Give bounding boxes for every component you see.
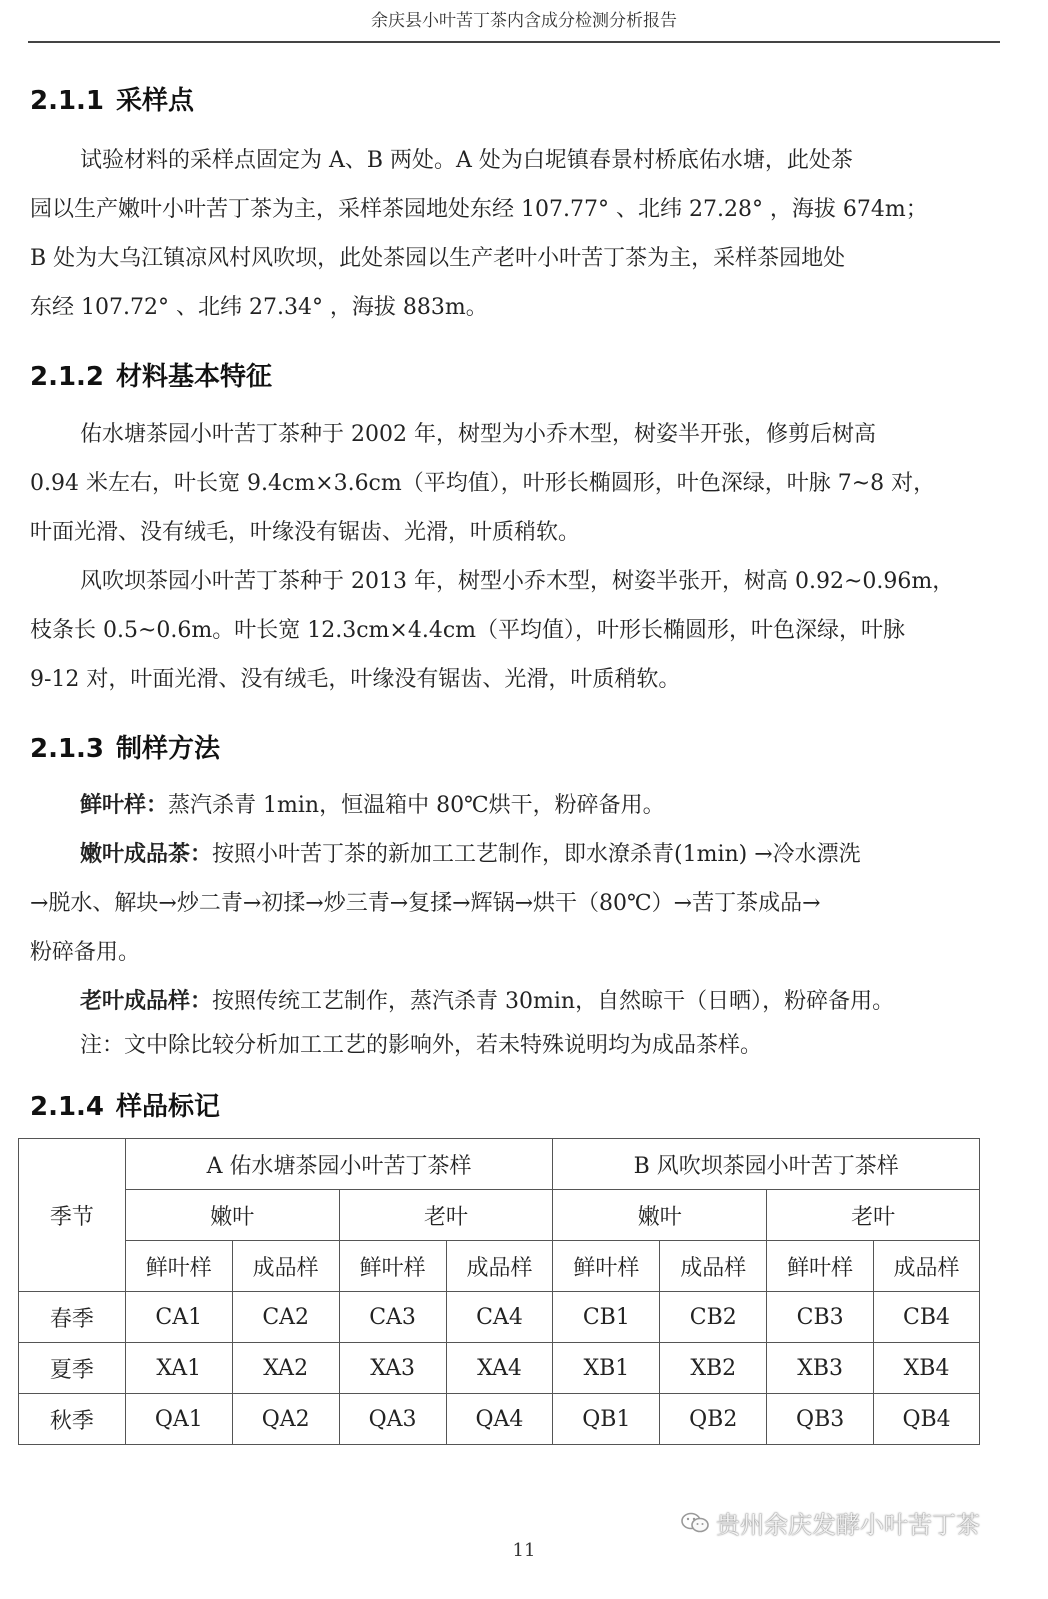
section-number: 2.1.3	[30, 734, 105, 764]
section-heading-2-1-4	[30, 1086, 220, 1123]
sample-code-cell: QB2	[660, 1394, 767, 1445]
sample-code-cell: CB3	[767, 1292, 874, 1343]
leaf-type-header: 老叶	[767, 1190, 980, 1241]
method-old-finished	[80, 977, 980, 1026]
leaf-type-header: 老叶	[339, 1190, 553, 1241]
season-cell: 夏季	[19, 1343, 126, 1394]
method-tender-finished	[80, 830, 980, 879]
sample-type-header: 成品样	[232, 1241, 339, 1292]
sample-code-cell: QB4	[874, 1394, 980, 1445]
garden-a-header: A 佑水塘茶园小叶苦丁茶样	[125, 1139, 553, 1190]
text-line: 0.94 米左右，叶长宽 9.4cm×3.6cm（平均值），叶形长椭圆形，叶色深绿，叶脉 7~8 对，	[30, 471, 936, 496]
sample-code-cell: CA1	[125, 1292, 232, 1343]
sample-type-header: 成品样	[446, 1241, 553, 1292]
section-title: 材料基本特征	[116, 362, 273, 392]
section-heading-2-1-3	[30, 728, 220, 765]
method-label: 老叶成品样：	[80, 989, 213, 1014]
section-title: 样品标记	[116, 1092, 221, 1122]
watermark-text: 贵州余庆发酵小叶苦丁茶	[716, 1511, 980, 1539]
page-number: 11	[512, 1540, 536, 1561]
paragraph-fengchuiba-features	[30, 557, 972, 704]
method-text: 按照小叶苦丁茶的新加工工艺制作，即水潦杀青(1min) →冷水漂洗	[212, 842, 861, 867]
sample-code-cell: XA4	[446, 1343, 553, 1394]
method-fresh-leaf	[80, 781, 980, 830]
leaf-type-header: 嫩叶	[553, 1190, 767, 1241]
sample-marking-table	[18, 1138, 980, 1445]
method-text: 按照传统工艺制作，蒸汽杀青 30min，自然晾干（日晒），粉碎备用。	[212, 989, 895, 1014]
sample-code-cell: CB1	[553, 1292, 660, 1343]
sample-code-cell: CA4	[446, 1292, 553, 1343]
section-title: 采样点	[116, 86, 195, 116]
garden-b-header: B 风吹坝茶园小叶苦丁茶样	[553, 1139, 980, 1190]
table-row	[19, 1292, 980, 1343]
text-line: 佑水塘茶园小叶苦丁茶种于 2002 年，树型为小乔木型，树姿半开张，修剪后树高	[80, 422, 876, 447]
sample-code-cell: QA4	[446, 1394, 553, 1445]
sample-code-cell: XA2	[232, 1343, 339, 1394]
table-row	[19, 1394, 980, 1445]
table-row	[19, 1343, 980, 1394]
sample-code-cell: XB3	[767, 1343, 874, 1394]
text-line: 园以生产嫩叶小叶苦丁茶为主，采样茶园地处东经 107.77° 、北纬 27.28° ，海拔 674m；	[30, 197, 928, 222]
section-heading-2-1-1	[30, 80, 194, 117]
sample-code-cell: CA3	[339, 1292, 446, 1343]
text-line: 9-12 对，叶面光滑、没有绒毛，叶缘没有锯齿、光滑，叶质稍软。	[30, 667, 681, 692]
sample-code-cell: XB2	[660, 1343, 767, 1394]
running-header: 余庆县小叶苦丁茶内含成分检测分析报告	[371, 11, 677, 31]
sample-code-cell: QB1	[553, 1394, 660, 1445]
sample-code-cell: XA1	[125, 1343, 232, 1394]
text-line: 枝条长 0.5~0.6m。叶长宽 12.3cm×4.4cm（平均值），叶形长椭圆形，叶色深绿，叶脉	[30, 618, 906, 643]
text-line: →脱水、解块→炒二青→初揉→炒三青→复揉→辉锅→烘干（80℃）→苦丁茶成品→	[30, 891, 821, 916]
paragraph-youshuitang-features	[30, 410, 972, 557]
sample-code-cell: CB2	[660, 1292, 767, 1343]
sample-type-header: 成品样	[874, 1241, 980, 1292]
paragraph-sampling-sites	[30, 136, 972, 332]
sample-code-cell: CB4	[874, 1292, 980, 1343]
text-line: 东经 107.72° 、北纬 27.34° ，海拔 883m。	[30, 295, 488, 320]
section-number: 2.1.1	[30, 86, 105, 116]
section-title: 制样方法	[116, 734, 221, 764]
wechat-logo-icon	[680, 1511, 710, 1535]
sample-type-header: 鲜叶样	[767, 1241, 874, 1292]
sample-code-cell: CA2	[232, 1292, 339, 1343]
header-rule	[28, 41, 1000, 43]
sample-code-cell: QA3	[339, 1394, 446, 1445]
method-text: 蒸汽杀青 1min，恒温箱中 80℃烘干，粉碎备用。	[168, 793, 665, 818]
sample-type-header: 鲜叶样	[553, 1241, 660, 1292]
section-heading-2-1-2	[30, 356, 272, 393]
sample-code-cell: XA3	[339, 1343, 446, 1394]
sample-code-cell: XB4	[874, 1343, 980, 1394]
sample-type-header: 鲜叶样	[125, 1241, 232, 1292]
sample-type-header: 鲜叶样	[339, 1241, 446, 1292]
text-line: 风吹坝茶园小叶苦丁茶种于 2013 年，树型小乔木型，树姿半张开，树高 0.92~0.96m，	[80, 569, 955, 594]
text-line: B 处为大乌江镇凉风村风吹坝，此处茶园以生产老叶小叶苦丁茶为主，采样茶园地处	[30, 246, 846, 271]
text-line: 粉碎备用。	[30, 940, 141, 965]
season-cell: 秋季	[19, 1394, 126, 1445]
sample-code-cell: QB3	[767, 1394, 874, 1445]
section-number: 2.1.4	[30, 1092, 105, 1122]
sample-code-cell: XB1	[553, 1343, 660, 1394]
text-line: 叶面光滑、没有绒毛，叶缘没有锯齿、光滑，叶质稍软。	[30, 520, 581, 545]
wechat-watermark	[680, 1505, 980, 1540]
sample-code-cell: QA1	[125, 1394, 232, 1445]
section-number: 2.1.2	[30, 362, 105, 392]
sample-preparation-methods	[30, 781, 980, 1070]
method-label: 嫩叶成品茶：	[80, 842, 213, 867]
method-note: 注：文中除比较分析加工工艺的影响外，若未特殊说明均为成品茶样。	[80, 1033, 763, 1058]
sample-type-header: 成品样	[660, 1241, 767, 1292]
season-header-cell: 季节	[19, 1139, 126, 1292]
sample-code-cell: QA2	[232, 1394, 339, 1445]
table-header-row	[19, 1190, 980, 1241]
table-header-row	[19, 1241, 980, 1292]
method-label: 鲜叶样：	[80, 793, 169, 818]
table-header-row	[19, 1139, 980, 1190]
leaf-type-header: 嫩叶	[125, 1190, 339, 1241]
text-line: 试验材料的采样点固定为 A、B 两处。A 处为白坭镇春景村桥底佑水塘，此处茶	[80, 148, 853, 173]
season-cell: 春季	[19, 1292, 126, 1343]
